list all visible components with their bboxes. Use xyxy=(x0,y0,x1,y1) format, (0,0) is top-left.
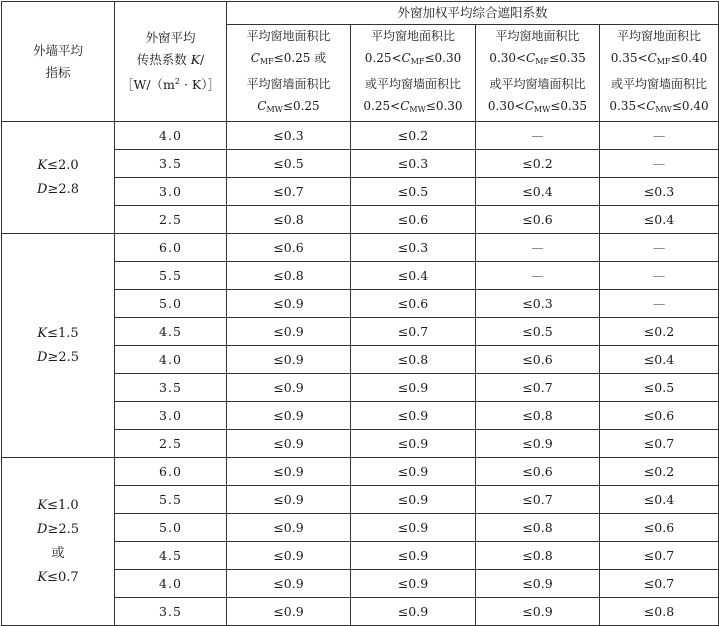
header-group-title: 外窗加权平均综合遮阳系数 xyxy=(227,2,719,25)
shading-value-cell: ≤0.8 xyxy=(600,598,719,626)
window-k-cell: 3.0 xyxy=(115,402,227,430)
window-k-cell: 4.5 xyxy=(115,318,227,346)
header-ratio-line: $C_{MF}\le 0.25$ 或 xyxy=(250,51,327,66)
shading-value-cell: ≤0.6 xyxy=(227,234,351,262)
window-k-cell: 5.0 xyxy=(115,290,227,318)
shading-value-cell: ≤0.3 xyxy=(476,290,600,318)
shading-value-cell: ≤0.6 xyxy=(476,206,600,234)
shading-value-cell: ≤0.4 xyxy=(476,178,600,206)
shading-value-cell: ≤0.8 xyxy=(476,402,600,430)
shading-value-cell: ≤0.8 xyxy=(227,206,351,234)
shading-value-cell: ≤0.9 xyxy=(351,542,476,570)
shading-value-cell: — xyxy=(600,234,719,262)
shading-value-cell: ≤0.8 xyxy=(351,346,476,374)
shading-value-cell: ≤0.9 xyxy=(227,318,351,346)
header-ratio-line: 或平均窗墙面积比 xyxy=(489,77,586,91)
shading-value-cell: ≤0.9 xyxy=(351,598,476,626)
window-k-cell: 3.5 xyxy=(115,598,227,626)
wall-indicator-line: K≤1.5 xyxy=(37,325,79,341)
shading-value-cell: ≤0.6 xyxy=(476,346,600,374)
window-k-cell: 4.0 xyxy=(115,122,227,150)
shading-value-cell: ≤0.7 xyxy=(476,374,600,402)
shading-value-cell: ≤0.3 xyxy=(227,122,351,150)
wall-indicator-line: K≤2.0 xyxy=(37,157,79,173)
shading-value-cell: ≤0.5 xyxy=(476,318,600,346)
header-ratio-line: $0.35<C_{MF}\le 0.40$ xyxy=(610,51,708,66)
header-ratio-cell xyxy=(600,25,719,122)
wall-indicator-cell xyxy=(2,234,115,458)
shading-value-cell: ≤0.9 xyxy=(227,458,351,486)
window-k-cell: 3.5 xyxy=(115,150,227,178)
header-k-line: 外窗平均 xyxy=(145,29,196,45)
shading-value-cell: ≤0.9 xyxy=(227,570,351,598)
window-k-cell: 5.5 xyxy=(115,486,227,514)
shading-value-cell: ≤0.8 xyxy=(476,542,600,570)
window-k-cell: 2.5 xyxy=(115,430,227,458)
shading-value-cell: ≤0.9 xyxy=(227,346,351,374)
shading-value-cell: ≤0.2 xyxy=(600,458,719,486)
shading-value-cell: ≤0.4 xyxy=(351,262,476,290)
window-k-cell: 4.0 xyxy=(115,570,227,598)
table-row xyxy=(2,458,719,486)
shading-value-cell: ≤0.9 xyxy=(227,430,351,458)
shading-value-cell: ≤0.7 xyxy=(600,430,719,458)
window-k-cell: 4.5 xyxy=(115,542,227,570)
header-ratio-line: 或平均窗墙面积比 xyxy=(364,77,461,91)
wall-indicator-cell xyxy=(2,458,115,626)
shading-value-cell: ≤0.4 xyxy=(600,206,719,234)
shading-value-cell: ≤0.9 xyxy=(351,374,476,402)
shading-value-cell: ≤0.9 xyxy=(351,570,476,598)
shading-value-cell: ≤0.9 xyxy=(351,514,476,542)
header-ratio-line: 平均窗地面积比 xyxy=(370,29,455,43)
window-k-cell: 3.5 xyxy=(115,374,227,402)
shading-value-cell: ≤0.9 xyxy=(351,486,476,514)
table-row xyxy=(2,122,719,150)
table-header xyxy=(2,2,719,122)
shading-value-cell: — xyxy=(600,150,719,178)
shading-value-cell: ≤0.9 xyxy=(476,598,600,626)
header-indicator-line: 外墙平均 xyxy=(32,42,83,58)
header-indicator-cell xyxy=(2,2,115,122)
header-indicator-line: 指标 xyxy=(45,64,71,80)
shading-value-cell: ≤0.9 xyxy=(227,542,351,570)
header-ratio-cell xyxy=(351,25,476,122)
window-k-cell: 6.0 xyxy=(115,458,227,486)
table-body xyxy=(2,122,719,626)
header-ratio-cell xyxy=(227,25,351,122)
wall-indicator-line: D≥2.8 xyxy=(36,181,79,197)
header-k-cell xyxy=(115,2,227,122)
shading-value-cell: ≤0.9 xyxy=(227,290,351,318)
shading-value-cell: ≤0.9 xyxy=(351,402,476,430)
shading-value-cell: ≤0.6 xyxy=(600,402,719,430)
shading-value-cell: ≤0.9 xyxy=(476,570,600,598)
wall-indicator-line: K≤0.7 xyxy=(37,569,79,585)
shading-value-cell: ≤0.9 xyxy=(351,430,476,458)
shading-value-cell: ≤0.6 xyxy=(476,458,600,486)
shading-coefficient-table xyxy=(1,1,719,626)
shading-value-cell: ≤0.8 xyxy=(227,262,351,290)
header-ratio-line: $C_{MW}\le 0.25$ xyxy=(257,99,320,114)
window-k-cell: 5.0 xyxy=(115,514,227,542)
header-k-line: $[W/(m^2$ · K）］ xyxy=(120,76,221,93)
shading-value-cell: ≤0.5 xyxy=(227,150,351,178)
shading-value-cell: ≤0.9 xyxy=(227,514,351,542)
shading-value-cell: ≤0.2 xyxy=(476,150,600,178)
shading-value-cell: ≤0.6 xyxy=(600,514,719,542)
shading-value-cell: — xyxy=(600,290,719,318)
wall-indicator-line: K≤1.0 xyxy=(37,497,79,513)
header-ratio-line: 平均窗地面积比 xyxy=(495,29,580,43)
header-ratio-line: 平均窗地面积比 xyxy=(246,29,331,43)
shading-value-cell: ≤0.2 xyxy=(351,122,476,150)
shading-value-cell: ≤0.9 xyxy=(476,430,600,458)
header-ratio-line: 平均窗地面积比 xyxy=(617,29,702,43)
shading-value-cell: ≤0.7 xyxy=(600,542,719,570)
window-k-cell: 2.5 xyxy=(115,206,227,234)
table-row xyxy=(2,234,719,262)
shading-value-cell: — xyxy=(476,262,600,290)
header-ratio-line: $0.30<C_{MF}\le 0.35$ xyxy=(489,51,586,66)
header-ratio-line: $0.30<C_{MW}\le 0.35$ xyxy=(487,99,588,114)
shading-value-cell: ≤0.4 xyxy=(600,346,719,374)
shading-value-cell: ≤0.3 xyxy=(600,178,719,206)
header-ratio-cell xyxy=(476,25,600,122)
shading-value-cell: ≤0.8 xyxy=(476,514,600,542)
wall-indicator-line: D≥2.5 xyxy=(36,521,79,537)
shading-value-cell: ≤0.9 xyxy=(227,598,351,626)
wall-indicator-line: D≥2.5 xyxy=(36,349,79,365)
shading-value-cell: ≤0.9 xyxy=(227,374,351,402)
shading-value-cell: — xyxy=(476,122,600,150)
window-k-cell: 5.5 xyxy=(115,262,227,290)
shading-value-cell: ≤0.2 xyxy=(600,318,719,346)
wall-indicator-cell xyxy=(2,122,115,234)
window-k-cell: 3.0 xyxy=(115,178,227,206)
shading-value-cell: ≤0.7 xyxy=(227,178,351,206)
header-ratio-line: 或平均窗墙面积比 xyxy=(611,77,708,91)
shading-value-cell: ≤0.7 xyxy=(476,486,600,514)
window-k-cell: 4.0 xyxy=(115,346,227,374)
shading-value-cell: ≤0.7 xyxy=(600,570,719,598)
shading-value-cell: — xyxy=(600,262,719,290)
window-k-cell: 6.0 xyxy=(115,234,227,262)
shading-value-cell: ≤0.3 xyxy=(351,150,476,178)
shading-value-cell: ≤0.5 xyxy=(351,178,476,206)
header-ratio-line: $0.35<C_{MW}\le 0.40$ xyxy=(609,99,709,114)
header-ratio-line: $0.25<C_{MF}\le 0.30$ xyxy=(364,51,462,66)
shading-value-cell: ≤0.6 xyxy=(351,290,476,318)
shading-value-cell: ≤0.3 xyxy=(351,234,476,262)
shading-value-cell: — xyxy=(476,234,600,262)
shading-value-cell: ≤0.7 xyxy=(351,318,476,346)
shading-value-cell: ≤0.9 xyxy=(227,486,351,514)
header-ratio-line: 平均窗墙面积比 xyxy=(246,77,331,91)
shading-value-cell: — xyxy=(600,122,719,150)
header-k-line: 传热系数 K/ xyxy=(136,51,205,67)
header-ratio-line: $0.25<C_{MW}\le 0.30$ xyxy=(363,99,463,114)
wall-indicator-line: 或 xyxy=(51,545,65,561)
shading-value-cell: ≤0.5 xyxy=(600,374,719,402)
shading-value-cell: ≤0.4 xyxy=(600,486,719,514)
shading-value-cell: ≤0.9 xyxy=(351,458,476,486)
shading-value-cell: ≤0.9 xyxy=(227,402,351,430)
shading-value-cell: ≤0.6 xyxy=(351,206,476,234)
